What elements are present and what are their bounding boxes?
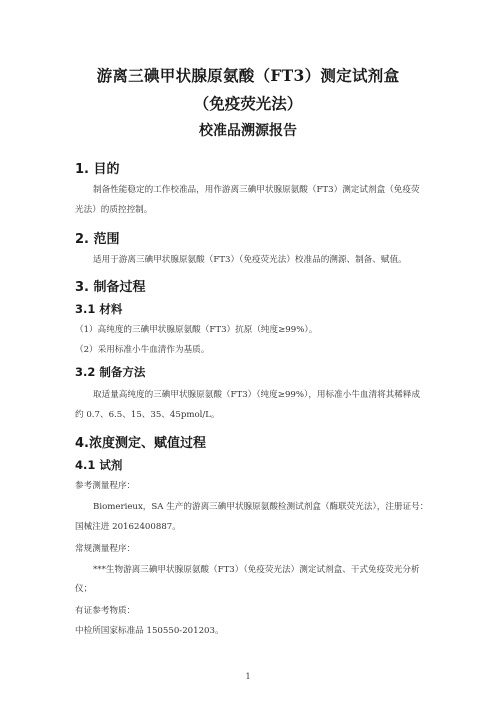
section-3-2-heading: 3.2 制备方法 [75, 365, 146, 379]
document-method: （免疫荧光法） [193, 94, 303, 113]
section-1-heading: 1. 目的 [75, 162, 120, 177]
routine-procedure-line-1: ***生物游离三碘甲状腺原氨酸（FT3）（免疫荧光法）测定试剂盒、干式免疫荧光分析 [93, 565, 420, 575]
section-3-2-line-2: 约 0.7、6.5、15、35、45pmol/L。 [75, 410, 220, 420]
section-3-1-item-2: （2）采用标准小牛血清作为基质。 [75, 345, 210, 355]
routine-procedure-label: 常规测量程序： [75, 544, 136, 554]
document-title: 游离三碘甲状腺原氨酸（FT3）测定试剂盒 [96, 66, 400, 85]
section-3-1-heading: 3.1 材料 [75, 302, 123, 316]
section-2-heading: 2. 范围 [75, 232, 120, 247]
page-number: 1 [245, 672, 251, 681]
reference-procedure-label: 参考测量程序： [75, 481, 136, 491]
section-1-line-1: 制备性能稳定的工作校准品，用作游离三碘甲状腺原氨酸（FT3）测定试剂盒（免疫荧 [93, 185, 420, 195]
routine-procedure-line-2: 仪； [75, 584, 93, 594]
section-3-1-item-1: （1）高纯度的三碘甲状腺原氨酸（FT3）抗原（纯度≥99%）。 [75, 325, 318, 335]
section-3-heading: 3. 制备过程 [75, 280, 146, 295]
section-2-line-1: 适用于游离三碘甲状腺原氨酸（FT3）（免疫荧光法）校准品的溯源、制备、赋值。 [93, 255, 407, 265]
certified-reference-label: 有证参考物质： [75, 606, 136, 616]
certified-reference-line-1: 中检所国家标准品 150550-201203。 [75, 626, 224, 636]
reference-procedure-line-2: 国械注进 20162400887。 [75, 522, 181, 532]
section-4-1-heading: 4.1 试剂 [75, 458, 123, 472]
section-3-2-line-1: 取适量高纯度的三碘甲状腺原氨酸（FT3）（纯度≥99%），用标准小牛血清将其稀释成 [93, 390, 421, 400]
document-report-title: 校准品溯源报告 [199, 123, 297, 139]
section-4-heading: 4.浓度测定、赋值过程 [75, 436, 206, 451]
reference-procedure-line-1: Biomerieux，SA 生产的游离三碘甲状腺原氨酸检测试剂盒（酶联荧光法），注册证号： [93, 502, 429, 512]
section-1-line-2: 光法）的质控控制。 [75, 205, 153, 215]
